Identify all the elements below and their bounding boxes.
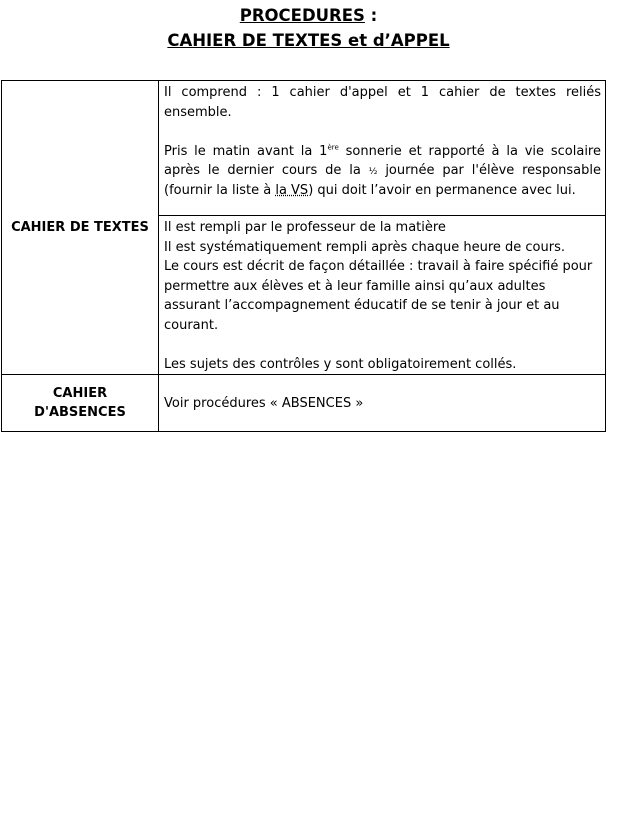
table-cell <box>159 216 606 375</box>
label-line: D'ABSENCES <box>34 405 126 420</box>
text-span: sonnerie et rapporté à la vie scolaire après le dernier cours de la <box>164 143 601 178</box>
absences-reference: Voir procédures « ABSENCES » <box>164 396 364 412</box>
table-row <box>2 375 606 432</box>
line-course-description: Le cours est décrit de façon détaillée : travail à faire spécifié pour permettre aux élèves et à leur famille ainsi qu’aux adultes assurant l’accompagnement éducatif de se tenir à jour et au courant. <box>164 259 593 333</box>
title-subject: CAHIER DE TEXTES et d’APPEL <box>167 31 450 50</box>
line-filled-by: Il est rempli par le professeur de la matière <box>164 220 446 235</box>
document-title-line2 <box>0 29 617 53</box>
line-systematic: Il est systématiquement rempli après chaque heure de cours. <box>164 239 565 255</box>
table-row <box>2 81 606 216</box>
text-span: Pris le matin avant la 1 <box>164 143 328 159</box>
text-span: ) qui doit l’avoir en permanence avec lui. <box>308 182 576 198</box>
table-cell <box>159 375 606 432</box>
line-tests: Les sujets des contrôles y sont obligatoirement collés. <box>164 356 517 372</box>
procedures-table <box>1 80 606 432</box>
paragraph-pickup <box>164 142 601 201</box>
text-span: journée par l'élève responsable (fournir la liste à <box>164 163 601 198</box>
fraction: ½ <box>368 167 378 177</box>
title-colon: : <box>364 6 378 25</box>
row-label-cahier-absences <box>2 375 159 432</box>
document-title-line1 <box>0 4 617 28</box>
paragraph-composition: Il comprend : 1 cahier d'appel et 1 cahier de textes reliés ensemble. <box>164 85 601 120</box>
table-cell <box>159 81 606 216</box>
superscript: ère <box>327 143 339 152</box>
row-label-cahier-de-textes: CAHIER DE TEXTES <box>2 81 159 375</box>
label-line: CAHIER <box>52 386 108 401</box>
spellcheck-underlined-text: la VS <box>275 182 309 198</box>
title-procedures: PROCEDURES <box>239 6 365 25</box>
